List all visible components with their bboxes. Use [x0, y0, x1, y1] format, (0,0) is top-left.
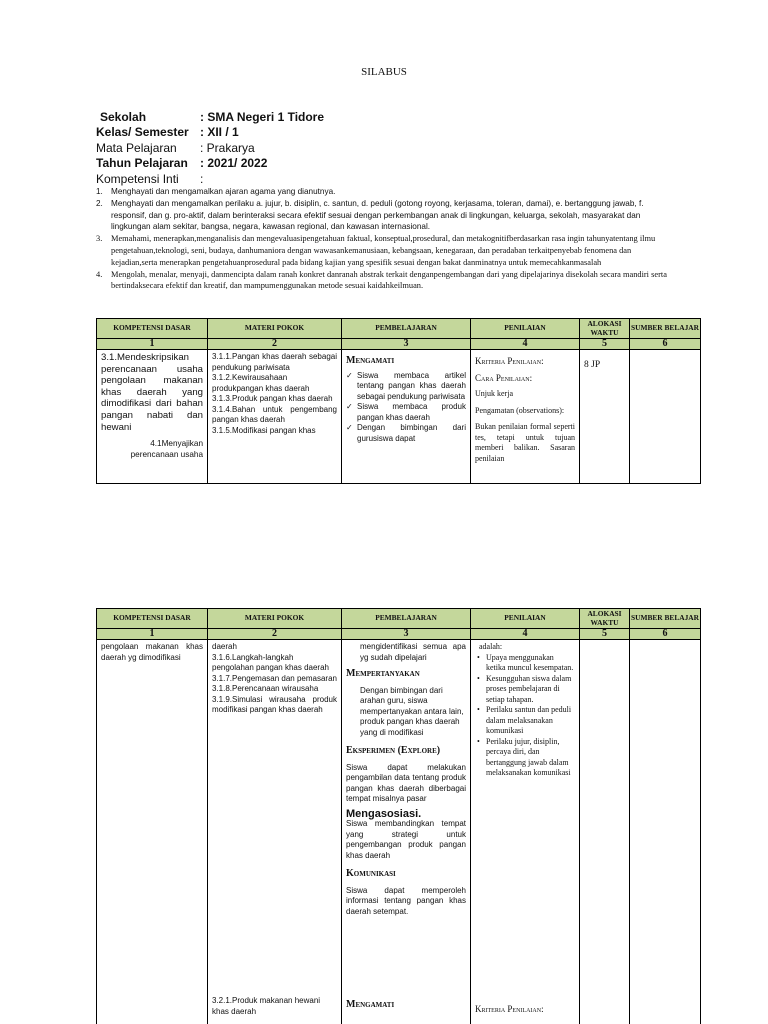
- col-header-pembelajaran: PEMBELAJARAN: [342, 609, 471, 629]
- alokasi-waktu: 8 JP: [584, 360, 601, 370]
- pembelajaran-text: Siswa dapat memperoleh informasi tentang pangan khas daerah setempat.: [346, 885, 466, 916]
- pembelajaran-text: Siswa membandingkan tempat yang strategi untuk pengembangan produk pangan khas daerah: [346, 819, 466, 860]
- cell-materi: [208, 350, 342, 484]
- materi-item: 3.1.1.Pangan khas daerah sebagai pendukung pariwisata: [212, 352, 337, 372]
- ki-text: Mengolah, menalar, menyaji, danmencipta dalam ranah konkret danranah abstrak terkait denganpengembangan dari yang dipelajarinya disekolah secara mandiri serta bertindaksecara efektif dan kreatif, dan mampumenggunakan metode sesuai kaidahkeilmuan.: [111, 269, 667, 291]
- document-title: SILABUS: [361, 66, 407, 78]
- table-header-row: [97, 319, 701, 339]
- materi-item: 3.1.2.Kewirausahaan produkpangan khas daerah: [212, 373, 310, 393]
- materi-item: 3.2.1.Produk makanan hewani khas daerah: [212, 996, 321, 1016]
- mapel-value: : Prakarya: [200, 141, 255, 155]
- col-number: 1: [97, 629, 208, 640]
- materi-item: 3.1.5.Modifikasi pangan khas: [212, 425, 316, 435]
- ki-num: 2.: [96, 198, 103, 208]
- ki-value: :: [200, 172, 204, 186]
- penilaian-item: [475, 705, 575, 737]
- materi-item: 3.1.3.Produk pangan khas daerah: [212, 394, 333, 403]
- pembelajaran-text: mengidentifikasi semua apa yg sudah dipelajari: [360, 642, 466, 662]
- cell-penilaian: [471, 640, 580, 1024]
- ki-num: 3.: [96, 234, 103, 244]
- kd-text: pengolaan makanan khas daerah yg dimodifikasi: [101, 642, 203, 662]
- col-header-penilaian: PENILAIAN: [471, 609, 580, 629]
- ki-num: 1.: [96, 187, 103, 196]
- table-number-row: [97, 629, 701, 640]
- col-header-kd: KOMPETENSI DASAR: [97, 609, 208, 629]
- mapel-label: Mata Pelajaran: [96, 141, 177, 155]
- sekolah-label: Sekolah: [100, 110, 147, 124]
- pembelajaran-text: Siswa dapat melakukan pengambilan data tentang produk pangan khas daerah diberbagai tempat misalnya pasar: [346, 762, 466, 803]
- penilaian-kriteria: Kriteria Penilaian:: [475, 356, 544, 366]
- col-number: 5: [580, 629, 630, 640]
- ki-item: [96, 269, 676, 293]
- penilaian-pengamatan: Pengamatan (observations):: [475, 405, 565, 415]
- cell-pembelajaran: [342, 350, 471, 484]
- col-header-sumber: SUMBER BELAJAR: [630, 319, 701, 339]
- col-header-penilaian: PENILAIAN: [471, 319, 580, 339]
- kompetensi-inti-list: [96, 186, 676, 292]
- penilaian-text: Perilaku jujur, disiplin, percaya diri, dan bertanggung jawab dalam melaksanakan komunikasi: [486, 736, 571, 777]
- materi-item: daerah: [212, 642, 237, 651]
- materi-item: 3.1.8.Perencanaan wirausaha: [212, 684, 319, 693]
- col-header-kd: KOMPETENSI DASAR: [97, 319, 208, 339]
- ki-text: Menghayati dan mengamalkan ajaran agama yang dianutnya.: [111, 187, 336, 196]
- ki-num: 4.: [96, 269, 103, 279]
- ki-item: [96, 198, 676, 233]
- ki-item: [96, 233, 676, 268]
- penilaian-kriteria: Kriteria Penilaian:: [475, 1004, 544, 1014]
- materi-item: 3.1.4.Bahan untuk pengembang pangan khas daerah: [212, 404, 337, 424]
- sekolah-value: : SMA Negeri 1 Tidore: [200, 110, 325, 124]
- col-number: 5: [580, 339, 630, 350]
- check-icon: ✓: [346, 423, 353, 432]
- col-number: 2: [208, 629, 342, 640]
- heading-mengamati: Mengamati: [346, 999, 395, 1010]
- penilaian-text: Kesungguhan siswa dalam proses pembelajaran di setiap tahapan.: [486, 673, 572, 704]
- penilaian-item: [475, 674, 575, 706]
- cell-alokasi: [580, 350, 630, 484]
- pembelajaran-text: Dengan bimbingan dari gurusiswa dapat: [357, 423, 466, 443]
- cell-kd: [97, 350, 208, 484]
- materi-item: 3.1.9.Simulasi wirausaha produk modifikasi pangan khas daerah: [212, 694, 337, 714]
- ki-item: [96, 186, 676, 198]
- penilaian-unjuk-kerja: Unjuk kerja: [475, 389, 513, 398]
- pembelajaran-text: Siswa membaca produk pangan khas daerah: [357, 402, 466, 422]
- silabus-table-2: [96, 608, 701, 1024]
- pembelajaran-text: Siswa membaca artikel tentang pangan khas daerah sebagai pendukung pariwisata: [357, 370, 466, 401]
- heading-mengamati: Mengamati: [346, 355, 395, 366]
- pembelajaran-item: [346, 402, 466, 423]
- penilaian-item: [475, 653, 575, 674]
- kd-text: 3.1.Mendeskripsikan perencanaan usaha pengolaan makanan khas daerah yang dimodifikasi dari bahan pangan nabati dan hewani: [101, 352, 203, 433]
- cell-materi: [208, 640, 342, 1024]
- kelas-label: Kelas/ Semester: [96, 125, 189, 139]
- kelas-value: : XII / 1: [200, 125, 239, 139]
- cell-penilaian: [471, 350, 580, 484]
- col-header-alokasi: ALOKASI WAKTU: [580, 609, 630, 629]
- ki-text: Memahami, menerapkan,menganalisis dan mengevaluasipengetahuan faktual, konseptual,prosedural, dan metakognitifberdasarkan rasa ingin tahunyatentang ilmu pengetahuan,teknologi, seni, budaya, danhumaniora dengan wawasankemanusiaan, kebangsaan, kenegaraan, dan peradaban terkaitpenyebab fenomena dan kejadian,serta menerapkan pengetahuanprosedural pada bidang kajian yang spesifik sesuai dengan bakat danminatnya untuk memecahkanmasalah: [111, 234, 656, 267]
- tahun-label: Tahun Pelajaran: [96, 156, 188, 170]
- col-number: 3: [342, 339, 471, 350]
- table-row: [97, 640, 701, 1024]
- penilaian-text: Perilaku santun dan peduli dalam melaksanakan komunikasi: [486, 705, 572, 735]
- cell-sumber: [630, 640, 701, 1024]
- penilaian-desc: Bukan penilaian formal seperti tes, tetapi untuk tujuan memberi balikan. Sasaran penilaian: [475, 422, 575, 463]
- col-number: 6: [630, 339, 701, 350]
- ki-text: Menghayati dan mengamalkan perilaku a. jujur, b. disiplin, c. santun, d. peduli (gotong royong, kerjasama, toleran, damai), e. bertanggung jawab, f. responsif, dan g. pro-aktif, dalam berinteraksi secara efektif sesuai dengan perkembangan anak di lingkungan, keluarga, sekolah, masyarakat dan lingkungan alam sekitar, bangsa, negara, kawasan regional, dan kawasan internasional.: [111, 198, 644, 232]
- col-number: 3: [342, 629, 471, 640]
- col-number: 4: [471, 629, 580, 640]
- ki-label: Kompetensi Inti: [96, 172, 179, 186]
- heading-eksperimen: Eksperimen (Explore): [346, 745, 441, 756]
- bullet-icon: •: [477, 673, 480, 683]
- cell-alokasi: [580, 640, 630, 1024]
- col-header-alokasi: ALOKASI WAKTU: [580, 319, 630, 339]
- cell-kd: [97, 640, 208, 1024]
- pembelajaran-item: [346, 423, 466, 444]
- cell-sumber: [630, 350, 701, 484]
- penilaian-cara: Cara Penilaian:: [475, 372, 533, 383]
- check-icon: ✓: [346, 370, 353, 380]
- table-number-row: [97, 339, 701, 350]
- col-number: 4: [471, 339, 580, 350]
- materi-item: 3.1.7.Pengemasan dan pemasaran: [212, 673, 337, 683]
- col-number: 6: [630, 629, 701, 640]
- penilaian-text: Upaya menggunakan ketika muncul kesempatan.: [486, 652, 574, 672]
- col-number: 1: [97, 339, 208, 350]
- materi-item: 3.1.6.Langkah-langkah pengolahan pangan khas daerah: [212, 652, 329, 672]
- tahun-value: : 2021/ 2022: [200, 156, 268, 170]
- kd-text-2: 4.1Menyajikan perencanaan usaha: [130, 439, 203, 459]
- bullet-icon: •: [477, 705, 480, 714]
- table-row: [97, 350, 701, 484]
- heading-mempertanyakan: Mempertanyakan: [346, 668, 420, 679]
- penilaian-item: [475, 737, 575, 779]
- table-header-row: [97, 609, 701, 629]
- col-header-materi: MATERI POKOK: [208, 319, 342, 339]
- penilaian-intro: adalah:: [479, 642, 503, 651]
- col-header-materi: MATERI POKOK: [208, 609, 342, 629]
- col-header-sumber: SUMBER BELAJAR: [630, 609, 701, 629]
- heading-mengasosiasi: Mengasosiasi.: [346, 807, 422, 820]
- silabus-table-1: [96, 318, 701, 484]
- col-number: 2: [208, 339, 342, 350]
- bullet-icon: •: [477, 652, 480, 662]
- check-icon: ✓: [346, 402, 353, 411]
- bullet-icon: •: [477, 736, 480, 746]
- cell-pembelajaran: [342, 640, 471, 1024]
- pembelajaran-text: Dengan bimbingan dari arahan guru, siswa mempertanyakan antara lain, produk pangan khas daerah yang di modifikasi: [360, 685, 464, 737]
- col-header-pembelajaran: PEMBELAJARAN: [342, 319, 471, 339]
- pembelajaran-item: [346, 371, 466, 403]
- heading-komunikasi: Komunikasi: [346, 868, 396, 879]
